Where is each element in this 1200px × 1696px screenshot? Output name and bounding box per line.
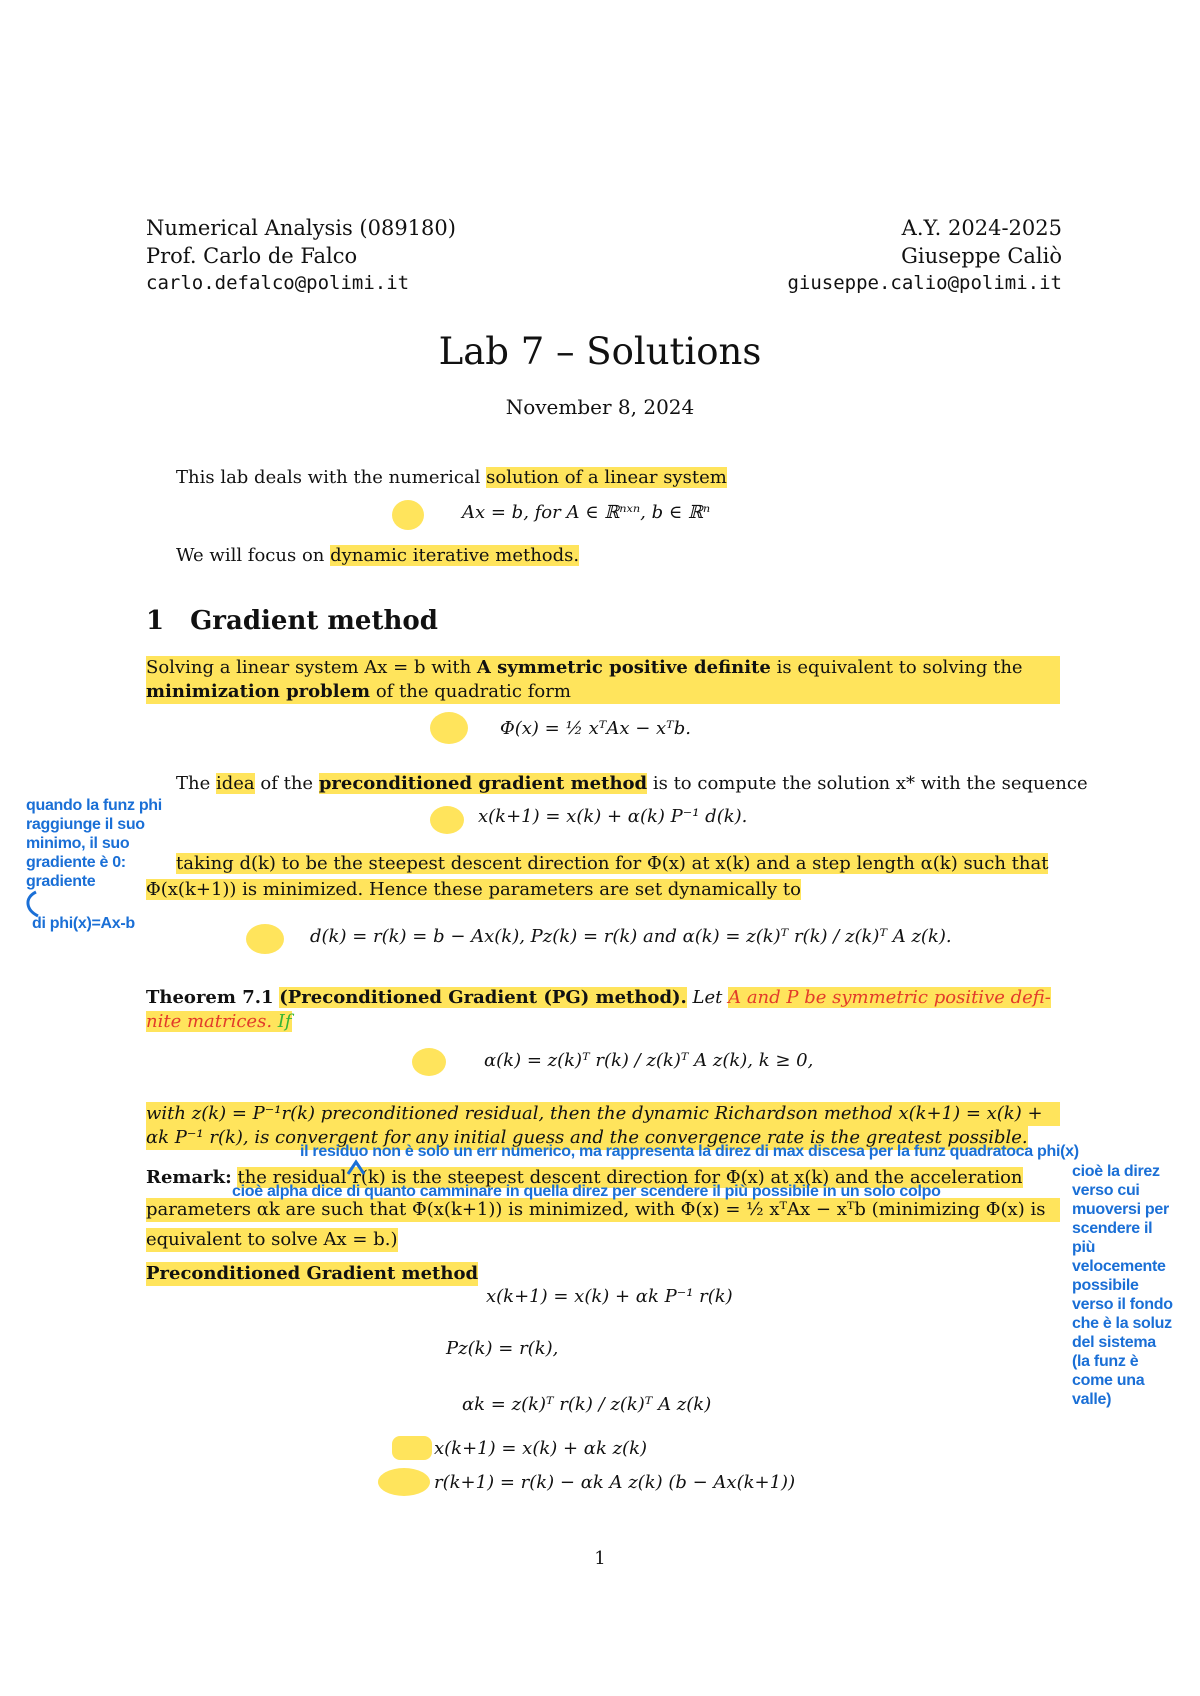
assistant-email: giuseppe.calio@polimi.it: [787, 272, 1062, 294]
annotation-residual-note: il residuo non è solo un err numerico, ma rappresenta la direz di max discesa per la funz quadratoca phi(x): [300, 1143, 1079, 1160]
algorithm-title: Preconditioned Gradient method: [146, 1263, 479, 1284]
annotation-alpha-note: cioè alpha dice di quanto camminare in quella direz per scendere il più possibile in un solo colpo: [232, 1183, 941, 1200]
page-title: Lab 7 – Solutions: [438, 330, 762, 373]
annotation-gradient-note: quando la funz phi raggiunge il suo minimo, il suo gradiente è 0: gradiente: [26, 797, 162, 890]
remark-line2: parameters αk are such that Φ(x(k+1)) is minimized, with Φ(x) = ½ xᵀAx − xᵀb (minimizing Φ(x) is: [146, 1198, 1060, 1222]
paragraph-steepest-line2: Φ(x(k+1)) is minimized. Hence these parameters are set dynamically to: [146, 879, 801, 900]
paragraph-spd: Solving a linear system Ax = b with A symmetric positive definite is equivalent to solving the minimization problem of the quadratic form: [146, 656, 1060, 704]
equation-sequence: x(k+1) = x(k) + α(k) P⁻¹ d(k).: [478, 806, 748, 827]
intro-line-1: This lab deals with the numerical solution of a linear system: [176, 467, 727, 488]
assistant-name: Giuseppe Caliò: [901, 244, 1062, 268]
page-number: 1: [594, 1548, 606, 1569]
academic-year: A.Y. 2024-2025: [901, 216, 1062, 240]
highlighter-mark: [430, 712, 468, 744]
highlighter-mark: [412, 1048, 446, 1076]
highlighter-mark: [378, 1468, 430, 1496]
course-name: Numerical Analysis (089180): [146, 216, 456, 240]
algorithm-step-4: x(k+1) = x(k) + αk z(k): [434, 1438, 648, 1459]
remark-line3: equivalent to solve Ax = b.): [146, 1229, 398, 1250]
professor-email: carlo.defalco@polimi.it: [146, 272, 410, 294]
theorem-block: Theorem 7.1 (Preconditioned Gradient (PG) method). Let A and P be symmetric positive defi- nite matrices. If: [146, 987, 1051, 1032]
algorithm-step-5: r(k+1) = r(k) − αk A z(k) (b − Ax(k+1)): [434, 1472, 796, 1493]
annotation-gradient-formula: di phi(x)=Ax-b: [32, 915, 135, 932]
page-date: November 8, 2024: [505, 395, 695, 419]
algorithm-step-2: Pz(k) = r(k),: [446, 1338, 559, 1359]
theorem-equation: α(k) = z(k)ᵀ r(k) / z(k)ᵀ A z(k), k ≥ 0,: [484, 1050, 814, 1071]
intro-line-2: We will focus on dynamic iterative methods.: [176, 545, 580, 566]
highlighter-mark: [246, 924, 284, 954]
annotation-caret-icon: [344, 1158, 368, 1178]
equation-phi: Φ(x) = ½ xᵀAx − xᵀb.: [500, 718, 691, 739]
paragraph-idea: The idea of the preconditioned gradient method is to compute the solution x* with the sequence: [176, 773, 1088, 794]
theorem-conclusion-line2: αk P⁻¹ r(k), is convergent for any initial guess and the convergence rate is the greatest possible.: [146, 1127, 1028, 1148]
highlighter-mark: [392, 500, 424, 530]
annotation-direction-note: cioè la direz verso cui muoversi per scendere il più velocemente possibile verso il fondo che è la soluz del sistema (la funz è come una valle): [1072, 1163, 1173, 1408]
paragraph-steepest-line1: taking d(k) to be the steepest descent direction for Φ(x) at x(k) and a step length α(k) such that: [176, 853, 1049, 874]
highlighter-mark: [430, 806, 464, 834]
professor-name: Prof. Carlo de Falco: [146, 244, 358, 268]
intro-equation: Ax = b, for A ∈ ℝⁿˣⁿ, b ∈ ℝⁿ: [462, 502, 711, 523]
algorithm-step-1: x(k+1) = x(k) + αk P⁻¹ r(k): [486, 1286, 733, 1307]
remark-line1: Remark: the residual r(k) is the steepest descent direction for Φ(x) at x(k) and the acceleration: [146, 1167, 1023, 1188]
highlighter-mark: [392, 1436, 432, 1460]
algorithm-step-3: αk = z(k)ᵀ r(k) / z(k)ᵀ A z(k): [462, 1394, 712, 1415]
theorem-conclusion-line1: with z(k) = P⁻¹r(k) preconditioned residual, then the dynamic Richardson method x(k+1) = x(k) +: [146, 1102, 1060, 1126]
section-heading: 1 Gradient method: [146, 606, 438, 636]
equation-parameters: d(k) = r(k) = b − Ax(k), Pz(k) = r(k) and α(k) = z(k)ᵀ r(k) / z(k)ᵀ A z(k).: [310, 926, 952, 947]
